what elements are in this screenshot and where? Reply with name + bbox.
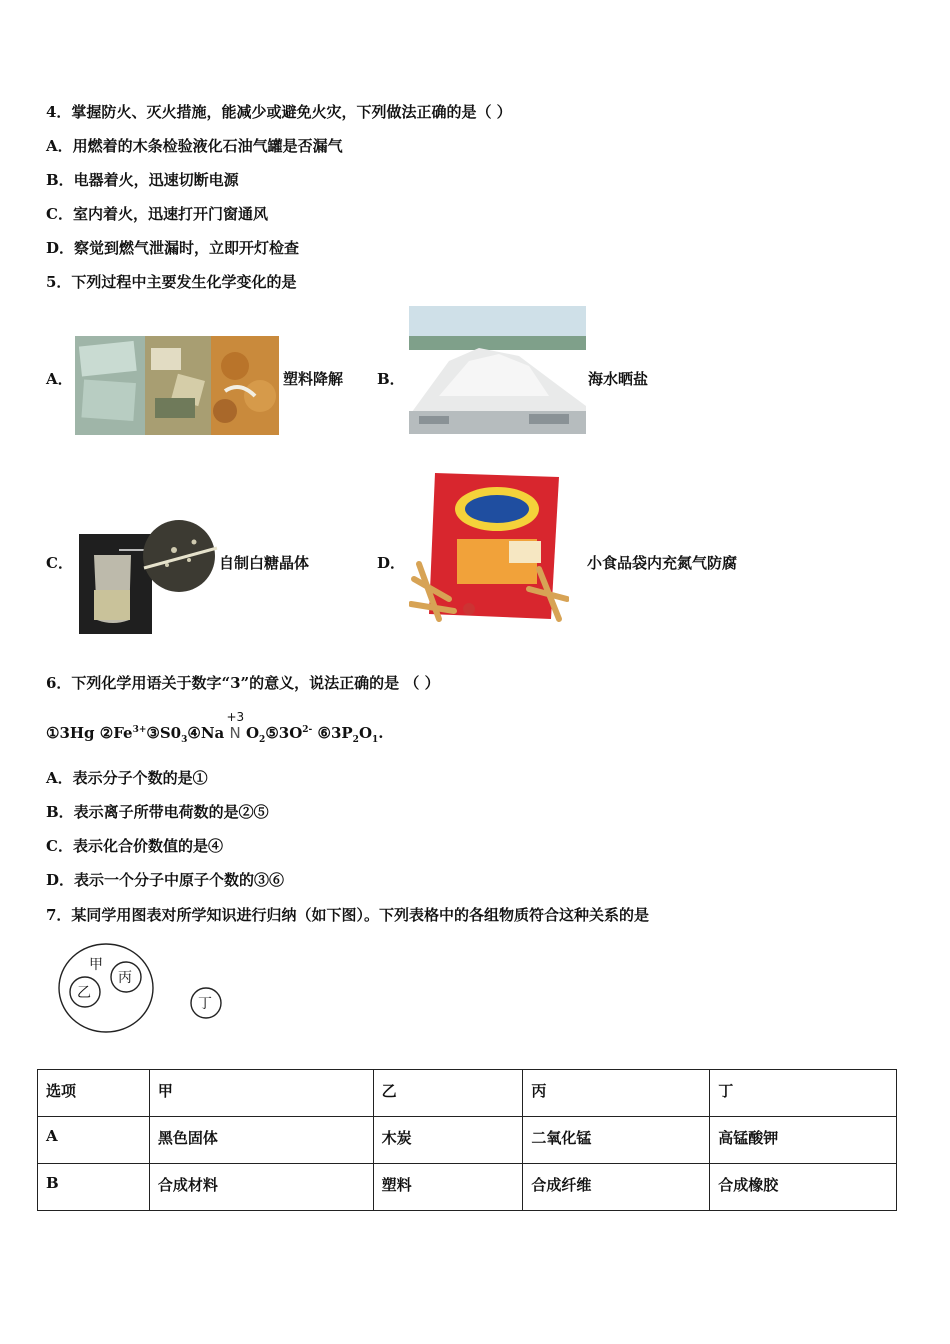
formula-sup: 2- xyxy=(302,725,313,735)
q4-option-c: C．室内着火，迅速打开门窗通风 xyxy=(46,205,268,223)
table-header-cell: 乙 xyxy=(373,1070,523,1117)
formula-part: ⑤3O xyxy=(265,724,303,742)
formula-part: ④Na xyxy=(187,724,230,742)
q6-stem: 6．下列化学用语关于数字“3”的意义，说法正确的是 （ ） xyxy=(46,674,440,692)
q6-option-c: C．表示化合价数值的是④ xyxy=(46,837,223,855)
table-cell: 合成纤维 xyxy=(523,1164,710,1211)
q5-option-c-caption: 自制白糖晶体 xyxy=(219,554,310,572)
sugar-crystal-photo xyxy=(79,520,219,634)
q6-option-a: A．表示分子个数的是① xyxy=(46,769,208,787)
set-relation-diagram xyxy=(55,942,230,1034)
q4-option-a: A．用燃着的木条检验液化石油气罐是否漏气 xyxy=(46,137,343,155)
diagram-label-ding: 丁 xyxy=(198,996,212,1012)
q4-option-d: D．察觉到燃气泄漏时，立即开灯检查 xyxy=(46,239,300,257)
diagram-label-jia: 甲 xyxy=(89,957,103,973)
q6-formula-line xyxy=(46,710,384,750)
formula-sub: 2 xyxy=(352,735,359,745)
q5-option-a-label: A． xyxy=(46,370,73,388)
snack-bag-photo xyxy=(409,469,569,623)
q5-option-a-caption: 塑料降解 xyxy=(283,370,344,388)
q5-option-c-label: C． xyxy=(46,554,73,572)
q5-option-b-caption: 海水晒盐 xyxy=(588,370,649,388)
q4-stem: 4．掌握防火、灭火措施，能减少或避免火灾，下列做法正确的是（ ） xyxy=(46,103,512,121)
table-cell: 二氧化锰 xyxy=(523,1117,710,1164)
valence-mark: +3 xyxy=(226,710,245,724)
table-cell: 高锰酸钾 xyxy=(710,1117,897,1164)
q7-answer-table xyxy=(37,1069,897,1211)
formula-sub: 1 xyxy=(372,735,379,745)
formula-part: ①3Hg ②Fe xyxy=(46,724,133,742)
formula-part: ③S0 xyxy=(146,724,182,742)
diagram-label-bing: 丙 xyxy=(118,970,132,986)
formula-part: O xyxy=(358,724,373,742)
table-cell: A xyxy=(38,1117,150,1164)
table-header-cell: 丙 xyxy=(523,1070,710,1117)
q6-option-b: B．表示离子所带电荷数的是②⑤ xyxy=(46,803,269,821)
formula-part: O xyxy=(245,724,260,742)
table-header-cell: 丁 xyxy=(710,1070,897,1117)
table-row xyxy=(38,1164,897,1211)
diagram-label-yi: 乙 xyxy=(77,985,91,1001)
q5-option-d-caption: 小食品袋内充氮气防腐 xyxy=(587,554,738,572)
table-cell: 木炭 xyxy=(373,1117,523,1164)
formula-part: . xyxy=(378,724,384,742)
formula-sub: 2 xyxy=(259,735,266,745)
q6-option-d: D．表示一个分子中原子个数的③⑥ xyxy=(46,871,285,889)
valence-n xyxy=(226,710,245,743)
q7-stem: 7．某同学用图表对所学知识进行归纳（如下图）。下列表格中的各组物质符合这种关系的是 xyxy=(46,906,649,924)
formula-sup: 3+ xyxy=(132,725,147,735)
table-cell: B xyxy=(38,1164,150,1211)
q5-option-b-label: B． xyxy=(377,370,405,388)
table-cell: 塑料 xyxy=(373,1164,523,1211)
q5-option-d-label: D． xyxy=(377,554,406,572)
plastic-degradation-photo xyxy=(75,336,279,435)
q5-stem: 5．下列过程中主要发生化学变化的是 xyxy=(46,273,297,291)
sea-salt-photo xyxy=(409,306,586,434)
q4-option-b: B．电器着火，迅速切断电源 xyxy=(46,171,239,189)
formula-sub: 3 xyxy=(181,735,188,745)
n-letter: N xyxy=(229,724,241,742)
table-cell: 合成材料 xyxy=(149,1164,373,1211)
formula-part: ⑥3P xyxy=(317,724,353,742)
table-header-row xyxy=(38,1070,897,1117)
table-row xyxy=(38,1117,897,1164)
table-header-cell: 甲 xyxy=(149,1070,373,1117)
table-cell: 黑色固体 xyxy=(149,1117,373,1164)
table-header-cell: 选项 xyxy=(38,1070,150,1117)
table-cell: 合成橡胶 xyxy=(710,1164,897,1211)
